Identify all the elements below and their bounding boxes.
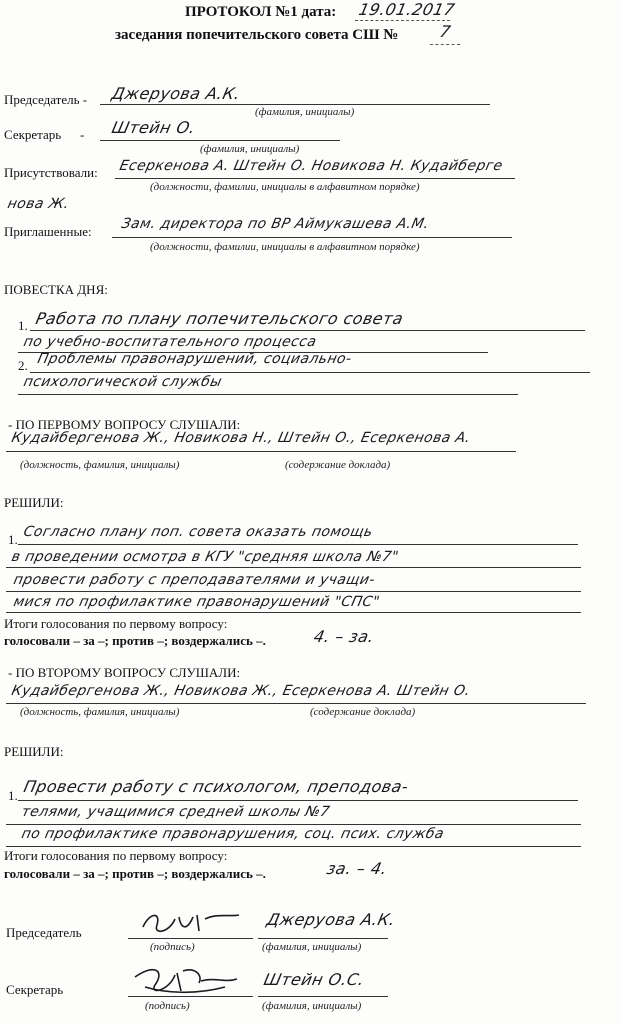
agenda-item2-line1: Проблемы правонарушений, социально- xyxy=(36,351,354,367)
q1-heard-label: - ПО ПЕРВОМУ ВОПРОСУ СЛУШАЛИ: xyxy=(8,417,241,432)
chair-label: Председатель - xyxy=(4,92,88,107)
secretary-sign-caption: (подпись) xyxy=(145,1000,190,1012)
school-number: 7 xyxy=(438,22,453,41)
chair-caption: (фамилия, инициалы) xyxy=(255,106,355,118)
q1-heard-value: Кудайбергенова Ж., Новикова Н., Штейн О., Есеркенова А. xyxy=(10,430,473,446)
secretary-label: Секретарь xyxy=(4,127,62,142)
sign-secretary-label: Секретарь xyxy=(6,982,64,997)
q2-decision-line3-rule xyxy=(6,846,581,847)
q2-decision-line2-rule xyxy=(6,824,581,825)
q2-decision-line1: Провести работу с психологом, преподова- xyxy=(22,777,411,796)
q2-heard-line xyxy=(6,703,586,704)
q2-decision-line1-rule xyxy=(18,800,578,801)
present-line xyxy=(115,178,515,179)
chair-value: Джеруова А.К. xyxy=(110,84,243,103)
date-underline xyxy=(355,20,450,21)
secretary-signature-name: Штейн О.С. xyxy=(262,970,367,989)
secretary-name-caption: (фамилия, инициалы) xyxy=(262,1000,362,1012)
protocol-title: ПРОТОКОЛ №1 дата: xyxy=(185,4,337,20)
agenda-item1-line1: Работа по плану попечительского совета xyxy=(34,309,406,328)
q1-decision-line3-rule xyxy=(6,591,581,592)
invited-label: Приглашенные: xyxy=(4,224,92,239)
chair-signature-name: Джеруова А.К. xyxy=(265,910,398,929)
q1-decision-line3: провести работу с преподавателями и учащи- xyxy=(12,572,377,588)
q1-decision-num: 1. xyxy=(8,532,18,547)
q1-decided-heading: РЕШИЛИ: xyxy=(4,495,64,510)
q2-votes-title: Итоги голосования по первому вопросу: xyxy=(4,848,228,863)
agenda-item2-num: 2. xyxy=(18,358,28,373)
q1-decision-line1: Согласно плану поп. совета оказать помощь xyxy=(22,524,375,540)
q1-decision-line2: в проведении осмотра в КГУ "средняя школа №7" xyxy=(10,549,401,565)
invited-value: Зам. директора по ВР Аймукашева А.М. xyxy=(120,216,431,232)
secretary-dash: - xyxy=(80,127,85,142)
school-number-underline xyxy=(430,44,460,45)
chair-name-caption: (фамилия, инициалы) xyxy=(262,941,362,953)
agenda-item1-line2: по учебно-воспитательного процесса xyxy=(22,334,319,350)
chair-sign-caption: (подпись) xyxy=(150,941,195,953)
protocol-subtitle: заседания попечительского совета СШ № xyxy=(115,27,399,43)
q1-votes-handwritten: 4. – за. xyxy=(312,627,377,646)
q1-decision-line4: мися по профилактике правонарушений "СПС" xyxy=(12,594,382,610)
present-caption: (должности, фамилии, инициалы в алфавитном порядке) xyxy=(150,181,420,193)
q2-decision-line3: по профилактике правонарушения, соц. псих. служба xyxy=(20,826,446,842)
agenda-item1-num: 1. xyxy=(18,318,28,333)
q2-decision-num: 1. xyxy=(8,788,18,803)
present-value-line2: нова Ж. xyxy=(6,196,71,212)
invited-caption: (должности, фамилии, инициалы в алфавитном порядке) xyxy=(150,241,420,253)
q2-caption-left: (должность, фамилия, инициалы) xyxy=(20,706,180,718)
present-label: Присутствовали: xyxy=(4,165,98,180)
q1-decision-line4-rule xyxy=(6,612,581,613)
q1-decision-line2-rule xyxy=(6,567,581,568)
q2-heard-label: - ПО ВТОРОМУ ВОПРОСУ СЛУШАЛИ: xyxy=(8,665,241,680)
agenda-item2-line2: психологической службы xyxy=(22,374,224,390)
q2-heard-value: Кудайбергенова Ж., Новикова Ж., Есеркенова А. Штейн О. xyxy=(10,683,472,699)
secretary-value: Штейн О. xyxy=(110,118,198,137)
sign-chair-label: Председатель xyxy=(6,925,82,940)
q2-decision-line2: телями, учащимися средней школы №7 xyxy=(20,804,332,820)
present-value-line1: Есеркенова А. Штейн О. Новикова Н. Кудайберге xyxy=(118,158,505,174)
q2-decided-heading: РЕШИЛИ: xyxy=(4,744,64,759)
q1-heard-line xyxy=(6,451,516,452)
chair-sign-line xyxy=(128,938,253,939)
secretary-line xyxy=(100,140,340,141)
invited-line xyxy=(112,237,512,238)
q1-decision-line1-rule xyxy=(18,544,578,545)
q1-caption-left: (должность, фамилия, инициалы) xyxy=(20,459,180,471)
q2-votes-text: голосовали – за –; против –; воздержались –. xyxy=(4,866,266,881)
agenda-line4 xyxy=(18,394,518,395)
q1-votes-text: голосовали – за –; против –; воздержались –. xyxy=(4,633,266,648)
q2-caption-right: (содержание доклада) xyxy=(310,706,416,718)
chair-line xyxy=(100,104,490,105)
q2-votes-handwritten: за. – 4. xyxy=(325,859,390,878)
agenda-heading: ПОВЕСТКА ДНЯ: xyxy=(4,282,108,297)
secretary-sign-line xyxy=(128,996,253,997)
protocol-date: 19.01.2017 xyxy=(357,0,457,19)
chair-name-line xyxy=(258,938,388,939)
q1-caption-right: (содержание доклада) xyxy=(285,459,391,471)
secretary-caption: (фамилия, инициалы) xyxy=(200,143,300,155)
agenda-line1 xyxy=(30,330,585,331)
secretary-name-line xyxy=(258,996,388,997)
q1-votes-title: Итоги голосования по первому вопросу: xyxy=(4,616,228,631)
agenda-line3 xyxy=(30,372,590,373)
